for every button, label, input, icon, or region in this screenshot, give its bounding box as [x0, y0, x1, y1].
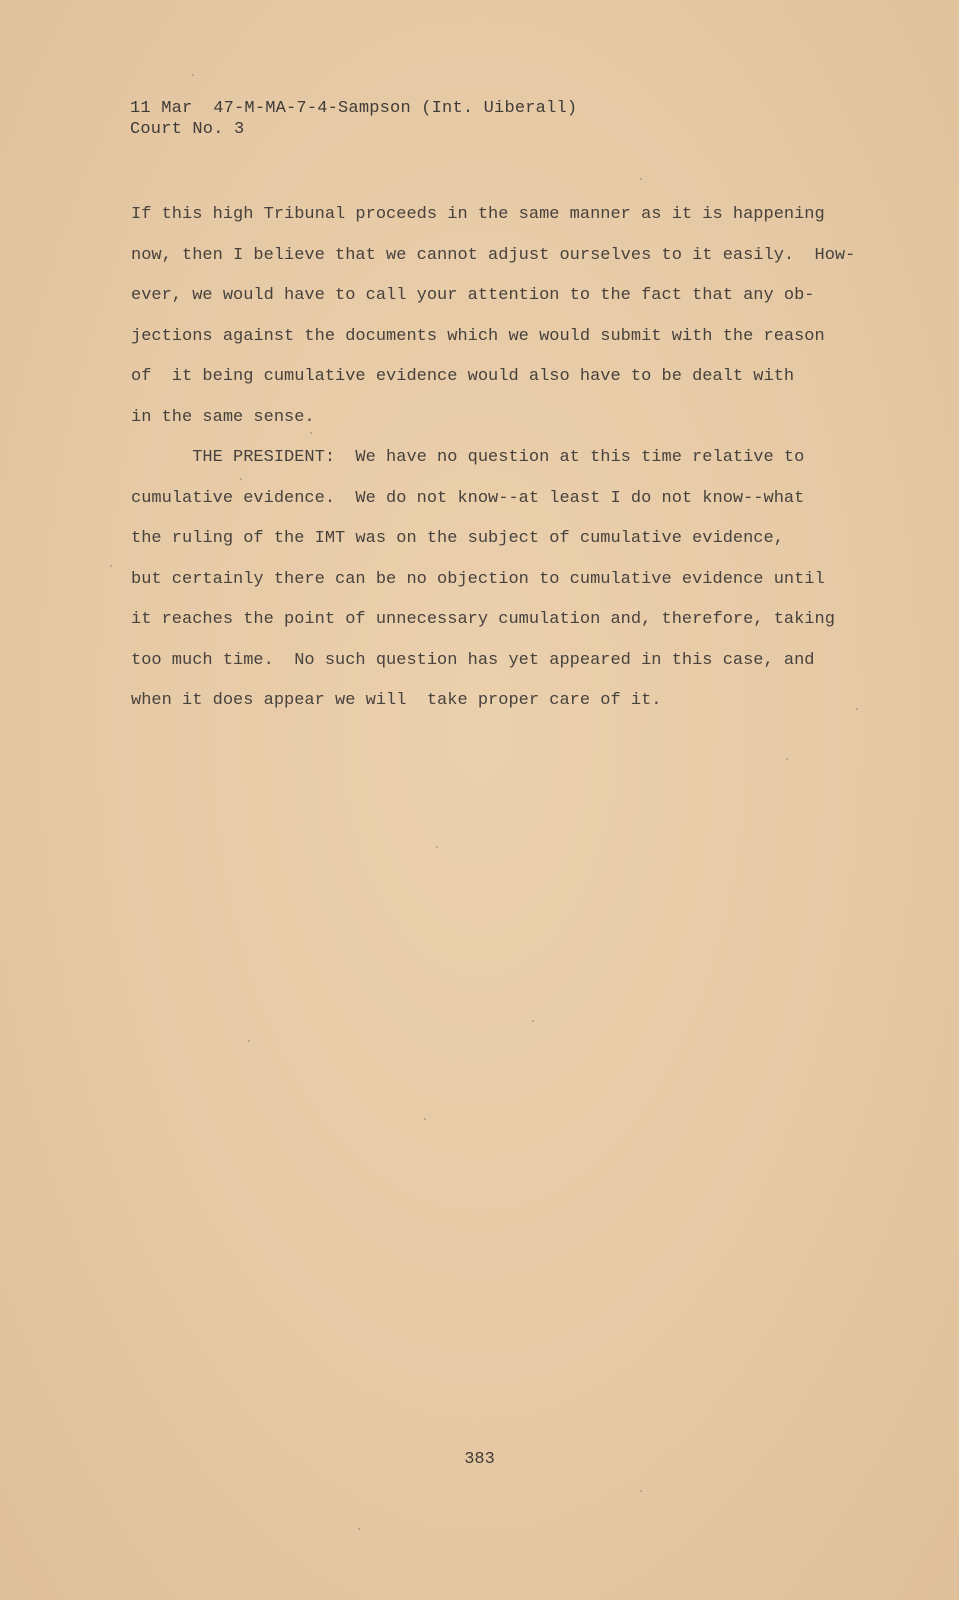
paper-speck	[310, 432, 312, 434]
page-number: 383	[464, 1450, 495, 1469]
paper-speck	[856, 708, 858, 710]
body-line: cumulative evidence. We do not know--at least I do not know--what	[131, 488, 805, 508]
body-line: when it does appear we will take proper care of it.	[131, 691, 662, 710]
paper-speck	[424, 1118, 426, 1120]
paper-speck	[532, 1020, 534, 1022]
paper-speck	[436, 846, 438, 848]
paper-speck	[248, 1040, 250, 1042]
body-line: the ruling of the IMT was on the subject of cumulative evidence,	[131, 529, 784, 548]
paper-speck	[240, 478, 242, 480]
paper-speck	[640, 178, 642, 180]
paper-speck	[640, 1490, 642, 1492]
paper-speck	[192, 74, 194, 76]
body-line: If this high Tribunal proceeds in the same manner as it is happening	[131, 205, 825, 224]
transcript-header	[130, 98, 577, 140]
body-line: jections against the documents which we would submit with the reason	[131, 326, 825, 346]
body-line: THE PRESIDENT: We have no question at this time relative to	[131, 448, 805, 467]
body-line: of it being cumulative evidence would also have to be dealt with	[131, 367, 795, 386]
transcript-body	[131, 195, 856, 722]
body-line: but certainly there can be no objection to cumulative evidence until	[131, 569, 825, 589]
body-line: it reaches the point of unnecessary cumulation and, therefore, taking	[131, 610, 835, 629]
body-line: ever, we would have to call your attention to the fact that any ob-	[131, 286, 815, 305]
paper-speck	[110, 565, 112, 567]
body-line: too much time. No such question has yet appeared in this case, and	[131, 650, 815, 670]
body-line: in the same sense.	[131, 407, 315, 427]
body-line: now, then I believe that we cannot adjust ourselves to it easily. How-	[131, 245, 856, 265]
paper-speck	[358, 1528, 360, 1530]
paper-speck	[786, 758, 788, 760]
header-court-line: Court No. 3	[130, 120, 245, 139]
header-session-line: 11 Mar 47-M-MA-7-4-Sampson (Int. Uiberall)	[130, 99, 578, 118]
